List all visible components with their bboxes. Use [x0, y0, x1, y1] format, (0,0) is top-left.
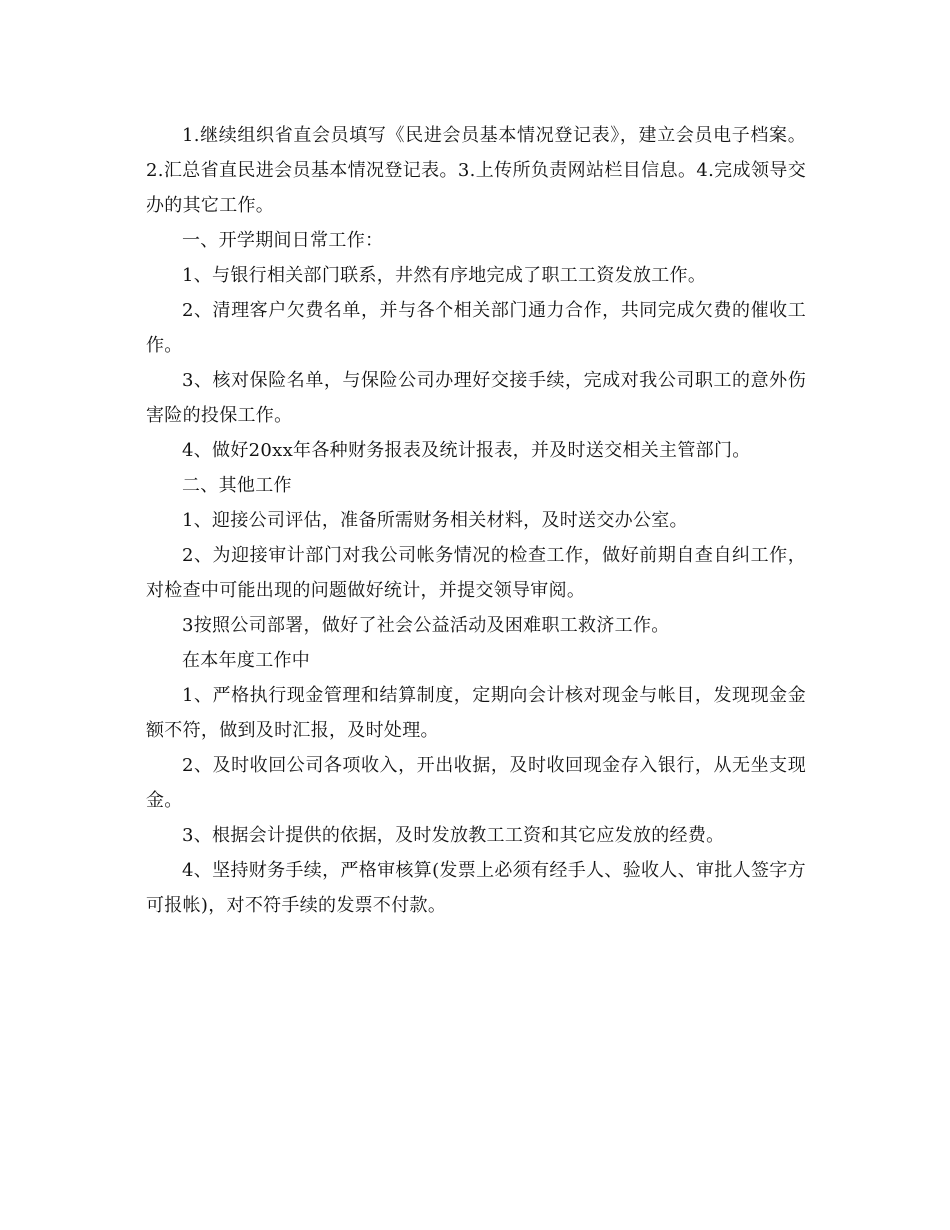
paragraph-3: 1、与银行相关部门联系，井然有序地完成了职工工资发放工作。: [182, 265, 707, 286]
paragraph-11: 在本年度工作中: [182, 650, 311, 671]
paragraph-2: 一、开学期间日常工作：: [182, 230, 384, 251]
paragraph-10: 3按照公司部署，做好了社会公益活动及困难职工救济工作。: [182, 615, 670, 636]
paragraph-15: 4、坚持财务手续，严格审核算(发票上必须有经手人、验收人、审批人签字方可报帐)，对不符手续的发票不付款。: [146, 860, 806, 916]
paragraph-7: 二、其他工作: [182, 475, 292, 496]
paragraph-9: 2、为迎接审计部门对我公司帐务情况的检查工作，做好前期自查自纠工作，对检查中可能出现的问题做好统计，并提交领导审阅。: [146, 545, 806, 601]
paragraph-12: 1、严格执行现金管理和结算制度，定期向会计核对现金与帐目，发现现金金额不符，做到及时汇报，及时处理。: [146, 685, 806, 741]
document-body: [146, 118, 806, 923]
paragraph-4: 2、清理客户欠费名单，并与各个相关部门通力合作，共同完成欠费的催收工作。: [146, 300, 806, 356]
paragraph-14: 3、根据会计提供的依据，及时发放教工工资和其它应发放的经费。: [182, 825, 725, 846]
paragraph-1: 1.继续组织省直会员填写《民进会员基本情况登记表》，建立会员电子档案。2.汇总省直民进会员基本情况登记表。3.上传所负责网站栏目信息。4.完成领导交办的其它工作。: [146, 125, 806, 216]
paragraph-5: 3、核对保险名单，与保险公司办理好交接手续，完成对我公司职工的意外伤害险的投保工作。: [146, 370, 806, 426]
paragraph-13: 2、及时收回公司各项收入，开出收据，及时收回现金存入银行，从无坐支现金。: [146, 755, 806, 811]
paragraph-6: 4、做好20xx年各种财务报表及统计报表，并及时送交相关主管部门。: [182, 440, 751, 461]
paragraph-8: 1、迎接公司评估，准备所需财务相关材料，及时送交办公室。: [182, 510, 688, 531]
